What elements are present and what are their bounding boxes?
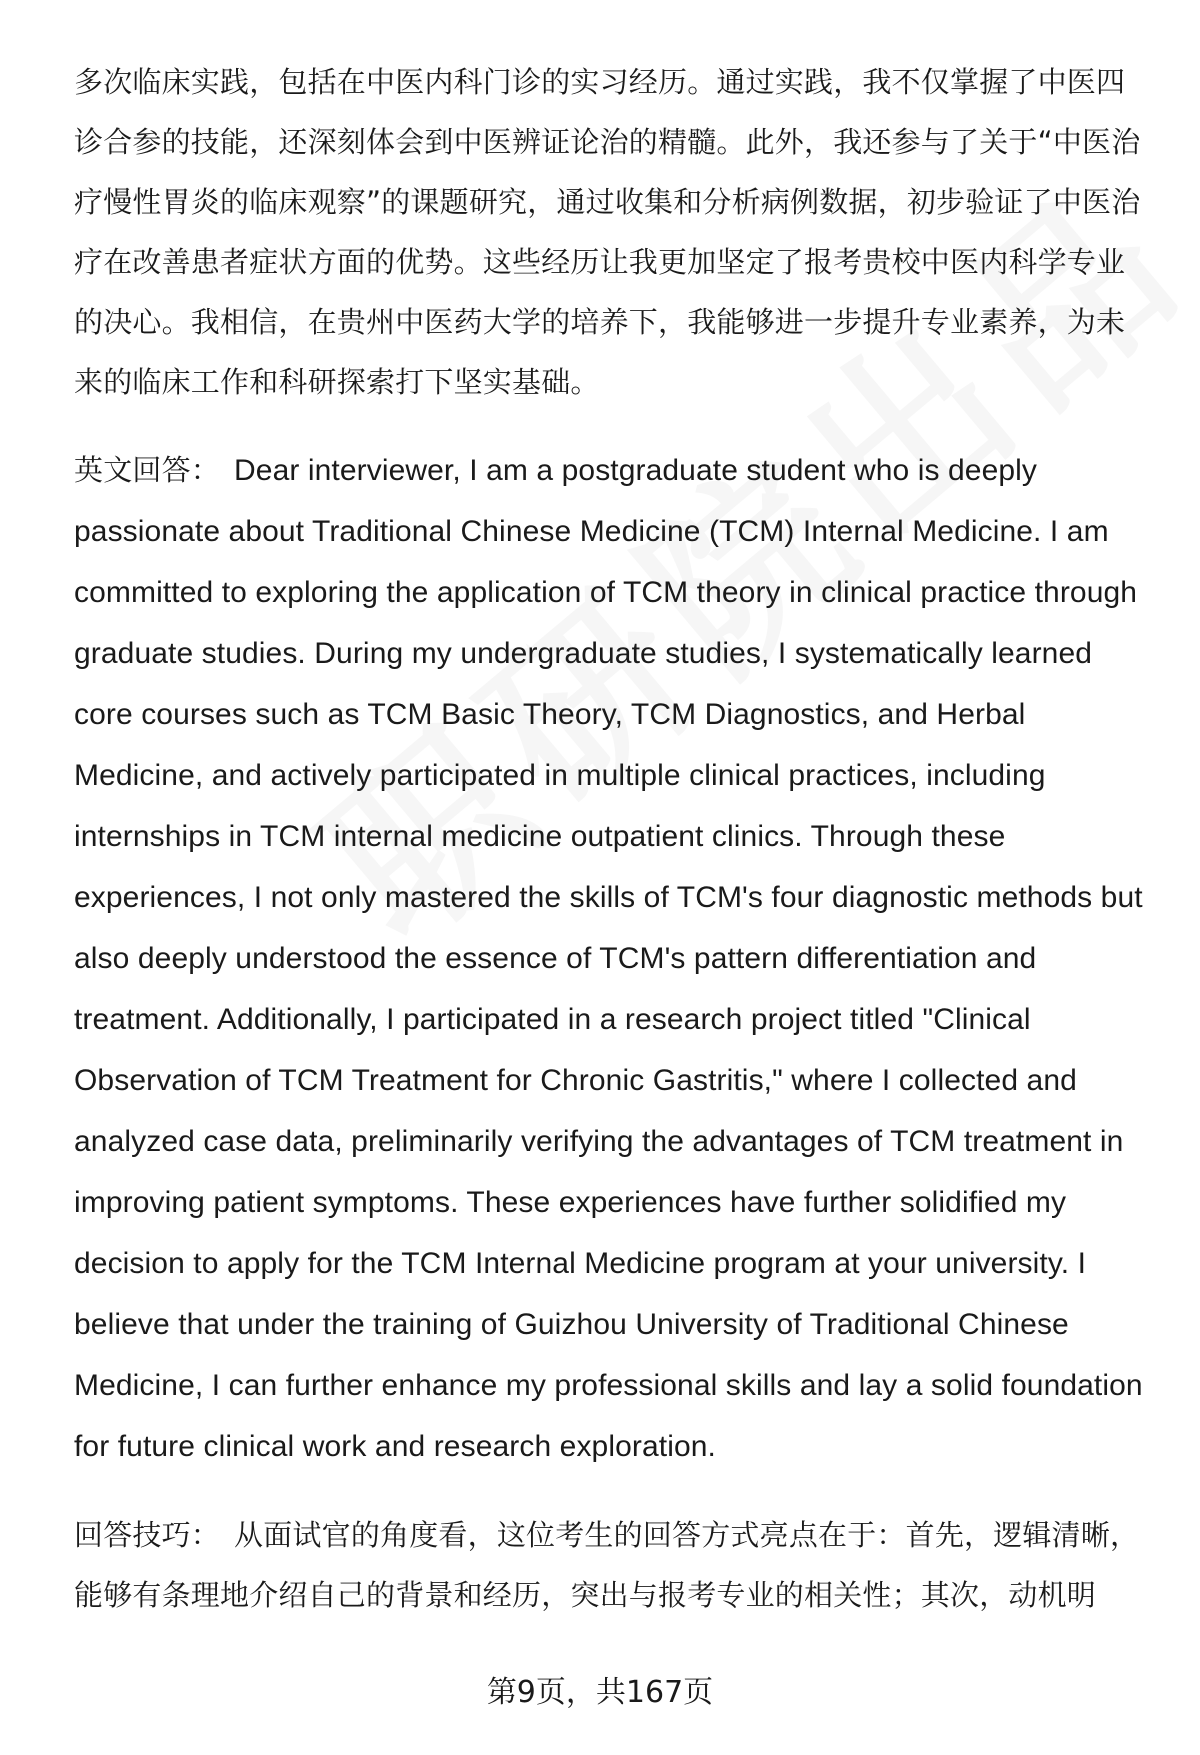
page-content [74, 52, 1154, 1625]
paragraph-answer-tips [74, 1505, 1154, 1625]
paragraph-chinese-answer-continued [74, 52, 1154, 412]
answer-tips-text: 从面试官的角度看，这位考生的回答方式亮点在于：首先，逻辑清晰，能够有条理地介绍自己的背景和经历，突出与报考专业的相关性；其次，动机明 [74, 1518, 1140, 1612]
answer-tips-label: 回答技巧： [74, 1518, 221, 1552]
paragraph-text: 多次临床实践，包括在中医内科门诊的实习经历。通过实践，我不仅掌握了中医四诊合参的技能，还深刻体会到中医辨证论治的精髓。此外，我还参与了关于“中医治疗慢性胃炎的临床观察”的课题研究，通过收集和分析病例数据，初步验证了中医治疗在改善患者症状方面的优势。这些经历让我更加坚定了报考贵校中医内科学专业的决心。我相信，在贵州中医药大学的培养下，我能够进一步提升专业素养，为未来的临床工作和科研探索打下坚实基础。 [74, 65, 1141, 399]
english-answer-label: 英文回答： [74, 453, 221, 487]
page-number-footer: 第9页，共167页 [486, 1675, 714, 1710]
english-answer-text: Dear interviewer, I am a postgraduate student who is deeply passionate about Traditional Chinese Medicine (TCM) Internal Medicine. I am committed to exploring the application of TCM theory in clinical practice through graduate studies. During my undergraduate studies, I systematically learned core courses such as TCM Basic Theory, TCM Diagnostics, and Herbal Medicine, and actively participated in multiple clinical practices, including internships in TCM internal medicine outpatient clinics. Through these experiences, I not only mastered the skills of TCM's four diagnostic methods but also deeply understood the essence of TCM's pattern differentiation and treatment. Additionally, I participated in a research project titled "Clinical Observation of TCM Treatment for Chronic Gastritis," where I collected and analyzed case data, preliminarily verifying the advantages of TCM treatment in improving patient symptoms. These experiences have further solidified my decision to apply for the TCM Internal Medicine program at your university. I believe that under the training of Guizhou University of Traditional Chinese Medicine, I can further enhance my professional skills and lay a solid foundation for future clinical work and research exploration. [74, 454, 1143, 1463]
paragraph-english-answer [74, 440, 1154, 1477]
